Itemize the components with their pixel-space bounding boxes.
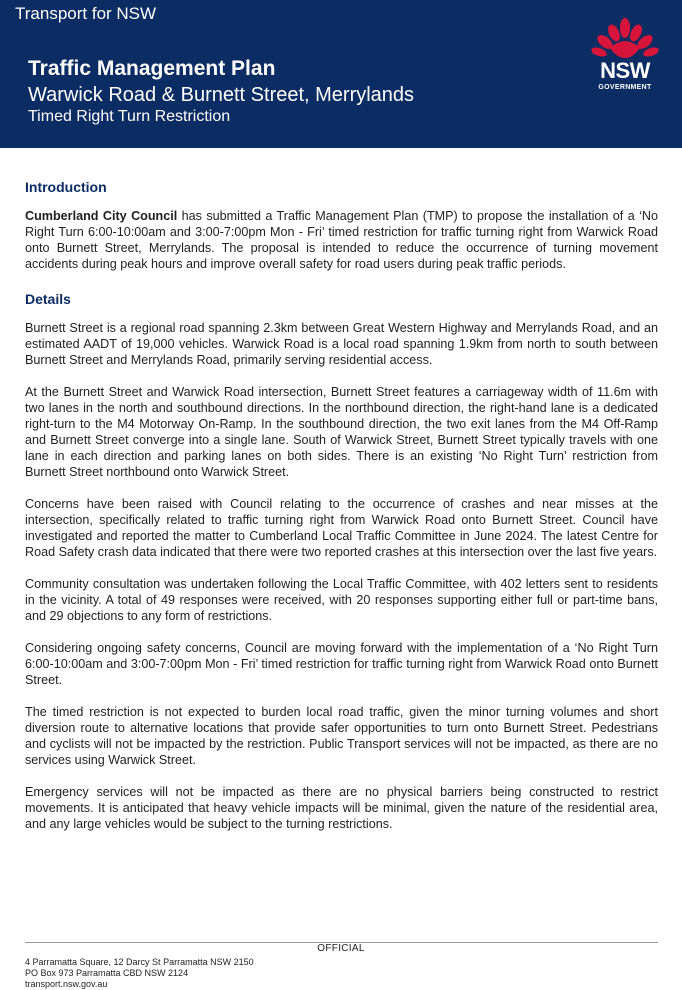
- details-heading: Details: [25, 291, 71, 307]
- details-paragraph: The timed restriction is not expected to burden local road traffic, given the minor turning volumes and short diversion route to alternative locations that provide safer opportunities to turn onto Burnett Street. Pedestrians and cyclists will not be impacted by the restriction. Public Transport services will not be impacted, as there are no services using Warwick Street.: [25, 705, 658, 767]
- classification-label: OFFICIAL: [317, 943, 365, 954]
- details-paragraph: Burnett Street is a regional road spanning 2.3km between Great Western Highway and Merrylands Road, and an estimated AADT of 19,000 vehicles. Warwick Road is a local road spanning 1.9km from north to south between Burnett Street and Merrylands Road, primarily serving residential access.: [25, 321, 658, 367]
- footer-address-line: 4 Parramatta Square, 12 Darcy St Parramatta NSW 2150: [25, 957, 254, 967]
- restriction-subtitle: Timed Right Turn Restriction: [28, 108, 231, 125]
- document-title: Traffic Management Plan: [28, 57, 276, 80]
- details-paragraph: Emergency services will not be impacted as there are no physical barriers being constructed to restrict movements. It is anticipated that heavy vehicle impacts will be minimal, given the nature of the residential area, and any large vehicles would be subject to the turning restrictions.: [25, 785, 658, 831]
- location-subtitle: Warwick Road & Burnett Street, Merrylands: [28, 84, 415, 106]
- details-paragraph: Concerns have been raised with Council relating to the occurrence of crashes and near misses at the intersection, specifically related to traffic turning right from Warwick Road onto Burnett Street. Council have investigated and reported the matter to Cumberland Local Traffic Committee in June 2024. The latest Centre for Road Safety crash data indicated that there were two reported crashes at this intersection over the last five years.: [25, 497, 658, 559]
- footer-address-line: PO Box 973 Parramatta CBD NSW 2124: [25, 968, 189, 978]
- footer-website: transport.nsw.gov.au: [25, 979, 108, 989]
- details-paragraph: Considering ongoing safety concerns, Council are moving forward with the implementation of a ‘No Right Turn 6:00-10:00am and 3:00-7:00pm Mon - Fri’ timed restriction for traffic turning right from Warwick Road onto Burnett Street.: [25, 641, 658, 687]
- waratah-icon: [588, 18, 662, 60]
- introduction-heading: Introduction: [25, 179, 107, 195]
- details-paragraph: At the Burnett Street and Warwick Road intersection, Burnett Street features a carriageway width of 11.6m with two lanes in the north and southbound directions. In the northbound direction, the right-hand lane is a dedicated right-turn to the M4 Motorway On-Ramp. In the southbound direction, the two exit lanes from the M4 Off-Ramp and Burnett Street converge into a single lane. South of Warwick Street, Burnett Street typically travels with one lane in each direction and parking lanes on both sides. There is an existing ‘No Right Turn’ restriction from Burnett Street northbound onto Warwick Street.: [25, 385, 658, 479]
- logo-wordmark: NSW: [600, 58, 650, 83]
- document-body: [25, 176, 658, 848]
- details-paragraph: Community consultation was undertaken following the Local Traffic Committee, with 402 letters sent to residents in the vicinity. A total of 49 responses were received, with 20 responses supporting either full or part-time bans, and 29 objections to any form of restrictions.: [25, 577, 658, 623]
- agency-name: Transport for NSW: [15, 4, 157, 23]
- header-banner: [0, 0, 682, 148]
- nsw-government-logo: [588, 18, 662, 96]
- introduction-paragraph: [25, 208, 658, 272]
- logo-subtext: GOVERNMENT: [598, 84, 652, 91]
- council-name: Cumberland City Council: [25, 209, 178, 223]
- introduction-text: has submitted a Traffic Management Plan (TMP) to propose the installation of a ‘No Right Turn 6:00-10:00am and 3:00-7:00pm Mon - Fri’ timed restriction for traffic turning right from Warwick Road onto Burnett Street, Merrylands. The proposal is intended to reduce the occurrence of turning movement accidents during peak hours and improve overall safety for road users during peak traffic periods.: [25, 209, 658, 271]
